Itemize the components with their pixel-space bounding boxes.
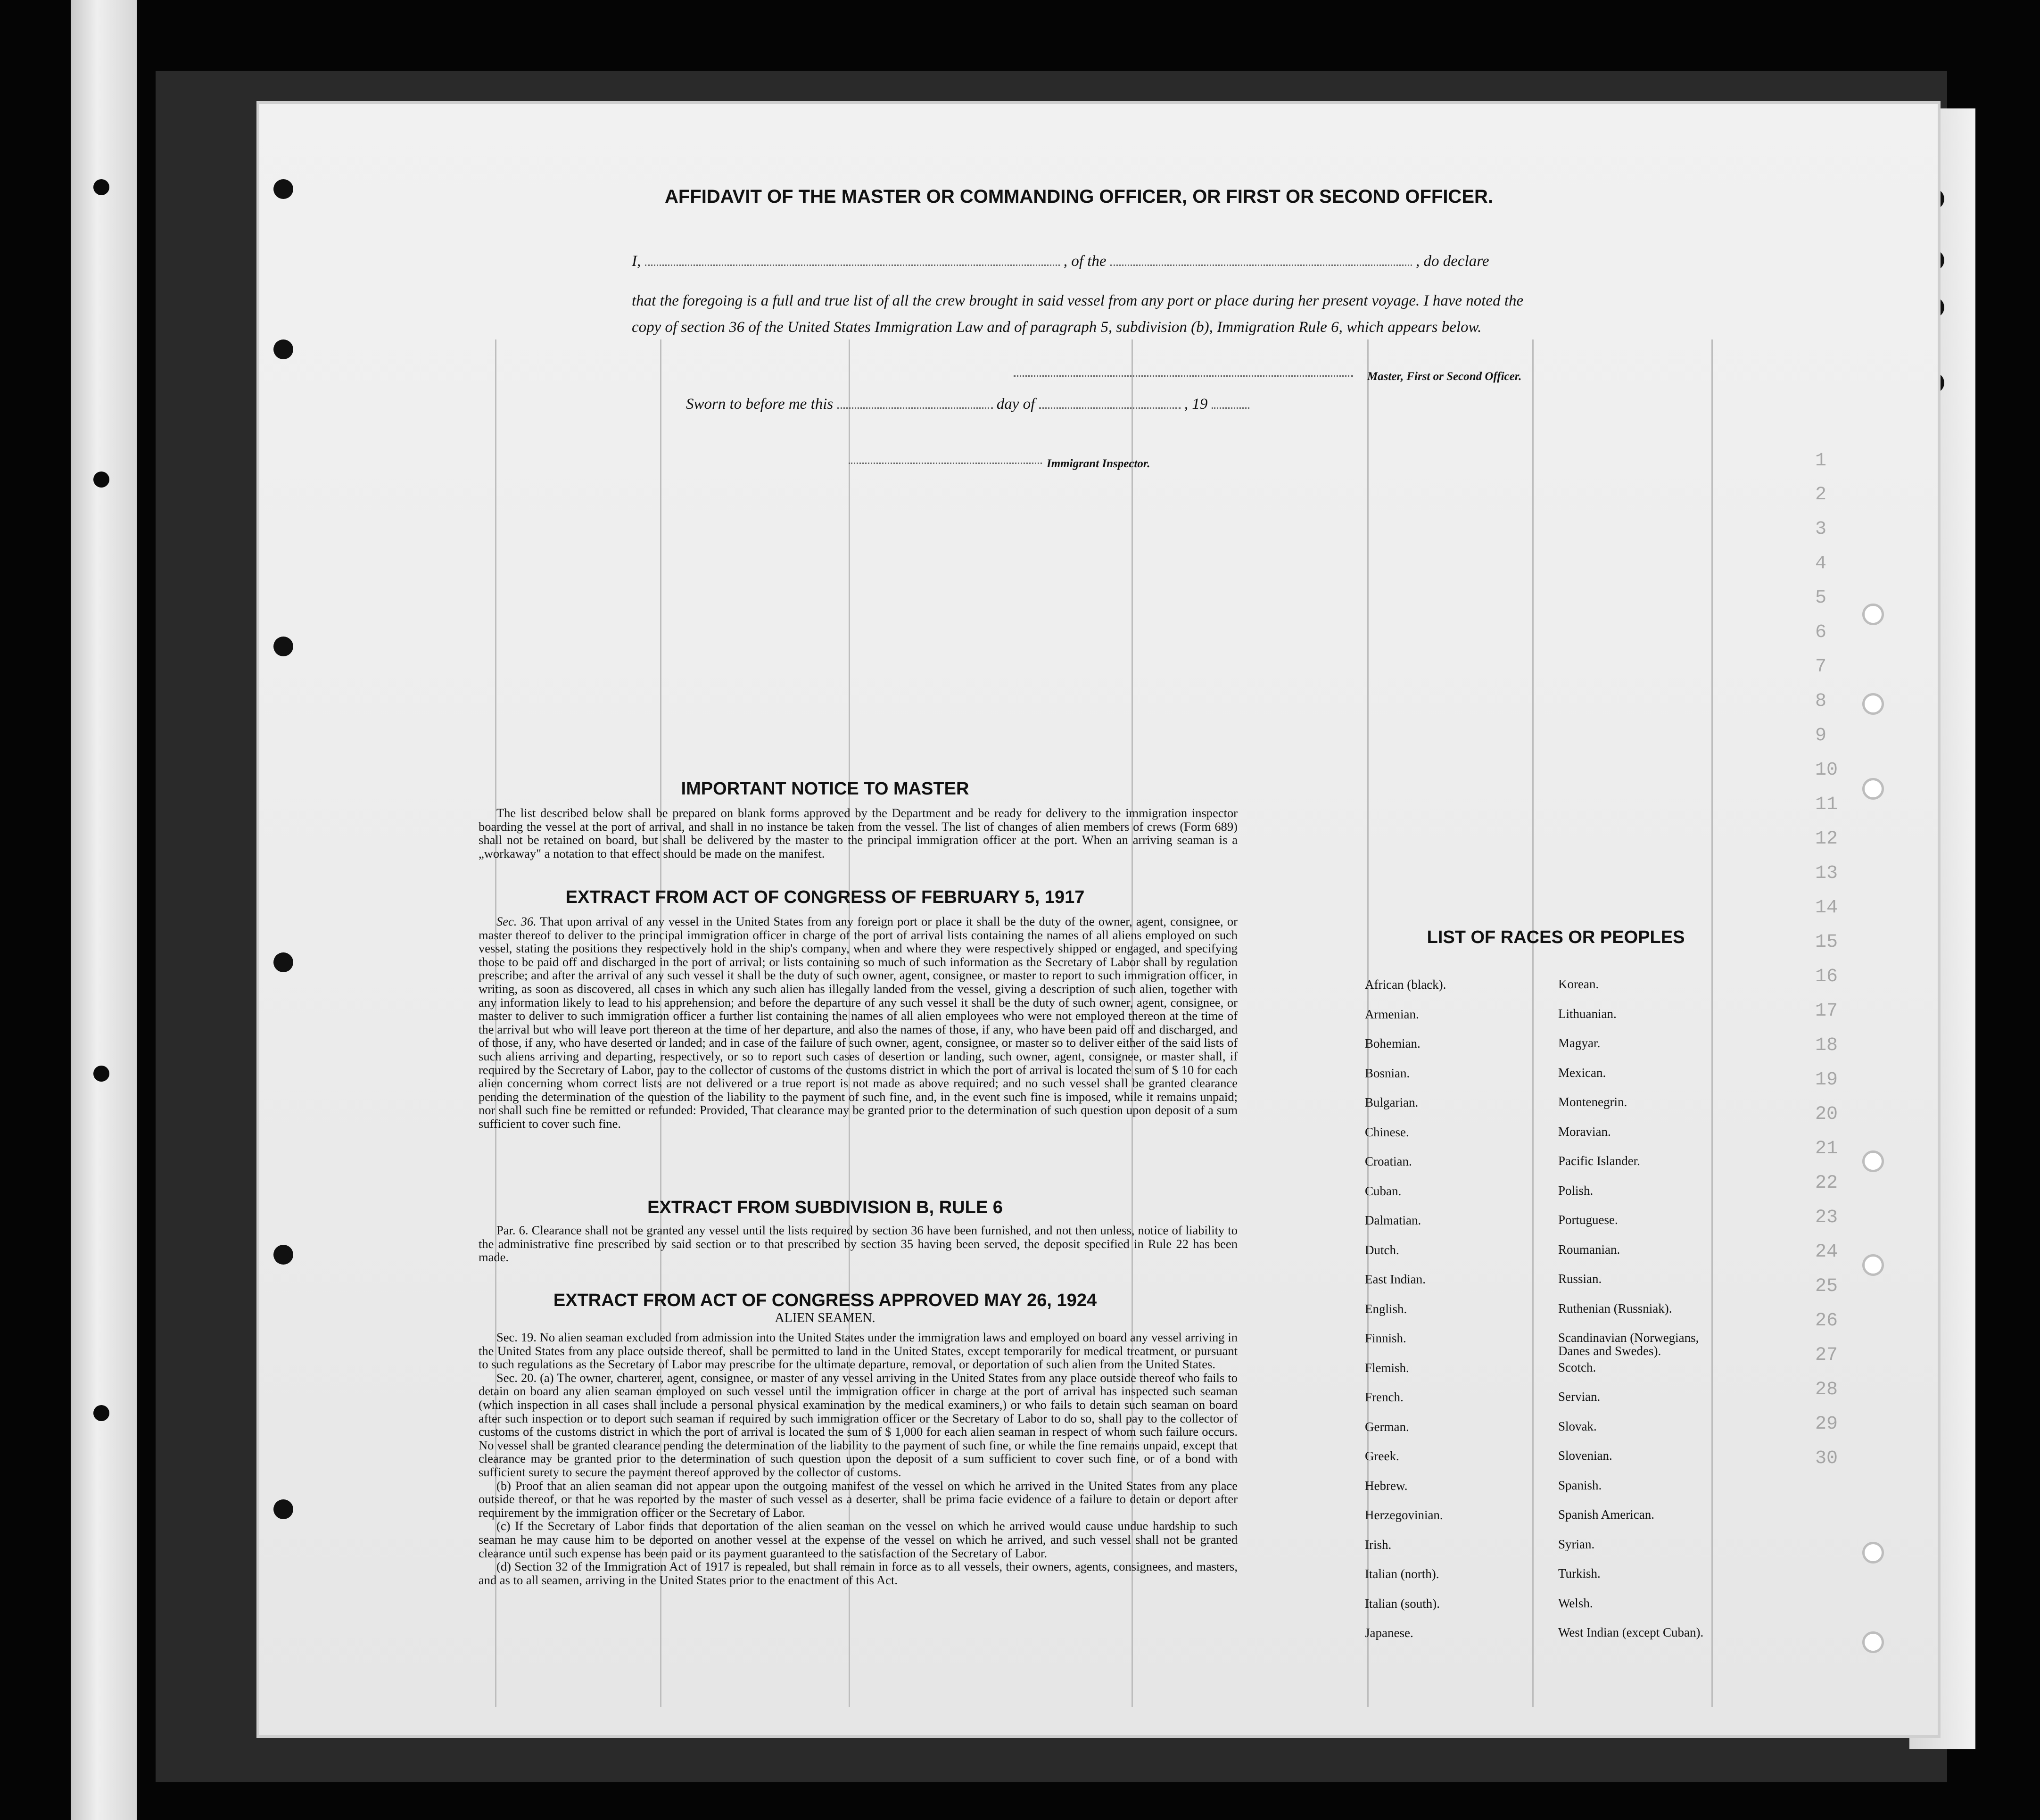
race-row: [1365, 1302, 1761, 1332]
race-item: Moravian.: [1558, 1124, 1611, 1139]
race-row: [1365, 1420, 1761, 1449]
race-item: Lithuanian.: [1558, 1006, 1617, 1021]
sworn-date-blank[interactable]: [837, 395, 993, 409]
race-item: Bohemian.: [1365, 1036, 1421, 1051]
sworn-year-label: , 19: [1184, 396, 1208, 413]
punch-hole: [273, 339, 293, 359]
binding-hole: [93, 179, 109, 195]
manifest-page: 1 2 3 4 5 6 7 8 9 10 11 12 13 14 15 16 17 18 19 20 21 22 23 24 25 26 27 28 29 30: [259, 104, 1938, 1735]
affidavit-declaration-line: [632, 252, 1551, 270]
punch-ring: [1862, 1150, 1884, 1172]
race-item: Irish.: [1365, 1537, 1392, 1552]
left-binding-strip: [71, 0, 137, 1820]
race-item: Turkish.: [1558, 1566, 1601, 1580]
race-row: [1365, 1095, 1761, 1125]
race-item: Armenian.: [1365, 1007, 1419, 1021]
race-row: [1365, 1036, 1761, 1066]
rule-6-text: Par. 6. Clearance shall not be granted any vessel until the lists required by section 36 have been furnished, and not then unless, notice of liability to the administrative fine prescribed by said section or to that prescribed by section 35 having been served, the deposit specified in Rule 22 has been made.: [479, 1223, 1238, 1265]
race-item: Bulgarian.: [1365, 1095, 1419, 1109]
race-item: Scandinavian (Norwegians, Danes and Swedes).: [1558, 1331, 1699, 1358]
affidavit-i-label: I,: [632, 253, 641, 270]
race-item: Ruthenian (Russniak).: [1558, 1301, 1672, 1315]
race-item: Japanese.: [1365, 1626, 1413, 1640]
inspector-label: Immigrant Inspector.: [1047, 457, 1150, 470]
race-item: Cuban.: [1365, 1183, 1402, 1198]
sworn-day-label: day of: [996, 396, 1035, 413]
race-item: Syrian.: [1558, 1537, 1595, 1551]
inspector-signature-line[interactable]: [849, 450, 1047, 466]
race-item: Chinese.: [1365, 1125, 1409, 1139]
race-item: Polish.: [1558, 1183, 1594, 1198]
race-row: [1365, 1626, 1761, 1655]
punch-hole: [273, 1245, 293, 1265]
race-row: [1365, 977, 1761, 1007]
affidavit-title: AFFIDAVIT OF THE MASTER OR COMMANDING OFFICER, OR FIRST OR SECOND OFFICER.: [665, 186, 1493, 207]
race-item: African (black).: [1365, 977, 1446, 992]
punch-ring: [1862, 1631, 1884, 1653]
race-row: [1365, 1125, 1761, 1155]
race-item: Slovenian.: [1558, 1448, 1612, 1463]
race-row: [1365, 1597, 1761, 1626]
affidavit-body: that the foregoing is a full and true list of all the crew brought in said vessel from any port or place during her present voyage. I have noted the copy of section 36 of the United States Immigration Law and of paragraph 5, subdivision (b), Immigration Rule 6, which appears below.: [632, 292, 1524, 336]
sworn-year-blank[interactable]: [1212, 395, 1249, 409]
punch-ring: [1862, 778, 1884, 800]
race-row: [1365, 1154, 1761, 1184]
race-item: East Indian.: [1365, 1272, 1426, 1286]
race-item: Flemish.: [1365, 1360, 1409, 1375]
race-item: West Indian (except Cuban).: [1558, 1625, 1704, 1639]
vessel-blank[interactable]: [1110, 252, 1412, 266]
races-title: LIST OF RACES OR PEOPLES: [1427, 927, 1685, 947]
sec-20b: (b) Proof that an alien seaman did not appear upon the outgoing manifest of the vessel on which he arrived in the United States from any place outside thereof, or that he was reported by the master of such vessel as a deserter, shall be prima facie evidence of a failure to detain or deport after requirement by the immigration officer or the Secretary of Labor.: [479, 1478, 1238, 1520]
binding-hole: [93, 1066, 109, 1082]
punch-ring: [1862, 604, 1884, 625]
race-item: Croatian.: [1365, 1154, 1412, 1168]
race-item: Greek.: [1365, 1449, 1399, 1463]
punch-ring: [1862, 1542, 1884, 1564]
race-item: Korean.: [1558, 977, 1599, 991]
punch-hole: [273, 637, 293, 656]
race-row: [1365, 1243, 1761, 1273]
punch-hole: [273, 179, 293, 199]
race-item: Montenegrin.: [1558, 1095, 1627, 1109]
race-item: Dalmatian.: [1365, 1213, 1421, 1227]
name-blank[interactable]: [645, 252, 1060, 266]
races-list: [1365, 977, 1761, 1655]
race-row: [1365, 1007, 1761, 1037]
rule-6-title: EXTRACT FROM SUBDIVISION B, RULE 6: [647, 1198, 1003, 1217]
race-item: Dutch.: [1365, 1242, 1399, 1257]
race-row: [1365, 1538, 1761, 1567]
master-signature-label: Master, First or Second Officer.: [1367, 370, 1522, 383]
sec-20d: (d) Section 32 of the Immigration Act of 1917 is repealed, but shall remain in force as to all vessels, their owners, agents, consignees, and masters, and as to all seamen, arriving in the United States prior to the enactment of this Act.: [479, 1559, 1238, 1587]
race-item: Hebrew.: [1365, 1478, 1408, 1493]
race-item: French.: [1365, 1390, 1404, 1404]
race-row: [1365, 1361, 1761, 1390]
extract-1924-text: [479, 1331, 1238, 1587]
affidavit-of-the-label: , of the: [1063, 253, 1107, 270]
race-item: Italian (south).: [1365, 1596, 1440, 1611]
race-row: [1365, 1331, 1761, 1361]
race-item: Roumanian.: [1558, 1242, 1620, 1257]
punch-ring: [1862, 693, 1884, 715]
sec-20c: (c) If the Secretary of Labor finds that deportation of the alien seaman on the vessel on which he arrived would cause undue hardship to such seaman he may cause him to be deported on another vessel at the expense of the vessel on which he arrived, and such vessel shall not be granted clearance until such expense has been paid or its payment guaranteed to the satisfaction of the Secretary of Labor.: [479, 1519, 1238, 1560]
race-item: Bosnian.: [1365, 1066, 1410, 1080]
binding-hole: [93, 1405, 109, 1421]
race-item: Pacific Islander.: [1558, 1154, 1640, 1168]
race-item: Russian.: [1558, 1272, 1602, 1286]
race-item: Slovak.: [1558, 1419, 1597, 1433]
sworn-month-blank[interactable]: [1039, 395, 1181, 409]
race-item: Italian (north).: [1365, 1567, 1439, 1581]
sworn-line: [686, 395, 1299, 413]
binding-hole: [93, 472, 109, 488]
affidavit-do-declare-label: , do declare: [1415, 253, 1489, 270]
sec-20a: Sec. 20. (a) The owner, charterer, agent, consignee, or master of any vessel arriving in the United States from any place outside thereof who fails to detain on board any alien seaman employed on such vessel until the immigration officer in charge at the port of arrival has inspected such seaman (which inspection in all cases shall include a personal physical examination by the medical examiners,) or who fails to detain such seaman on board after such inspection or to deport such seaman if required by such immigration officer or the Secretary of Labor to do so, shall pay to the collector of customs of the customs district in which the port of arrival is located the sum of $ 1,000 for each alien seaman in respect of whom such failure occurs. No vessel shall be granted clearance pending the determination of the liability to the payment of such fine, or while the fine remains unpaid, except that clearance may be granted prior to the determination of such question upon the deposit of a sum sufficient to cover such fine, or of a bond with sufficient surety to secure the payment thereof approved by the collector of customs.: [479, 1370, 1238, 1479]
race-item: Scotch.: [1558, 1360, 1596, 1374]
master-signature-line[interactable]: [1014, 363, 1358, 379]
race-row: [1365, 1567, 1761, 1597]
race-row: [1365, 1390, 1761, 1420]
race-item: Finnish.: [1365, 1331, 1406, 1345]
race-item: Mexican.: [1558, 1065, 1606, 1080]
notice-text: The list described below shall be prepared on blank forms approved by the Department and be ready for delivery to the immigration inspector boarding the vessel at the port of arrival, and shall in no instance be taken from the vessel. The list of changes of alien members of crews (Form 689) shall not be retained on board, but shall be delivered by the master to the principal immigration officer at the port. When an arriving seaman is a „workaway" a notation to that effect should be made on the manifest.: [479, 806, 1238, 860]
race-item: English.: [1365, 1301, 1407, 1316]
race-row: [1365, 1213, 1761, 1243]
race-row: [1365, 1508, 1761, 1538]
race-item: Spanish American.: [1558, 1507, 1654, 1522]
race-item: Magyar.: [1558, 1036, 1601, 1050]
race-item: Portuguese.: [1558, 1213, 1618, 1227]
extract-1924-subtitle: ALIEN SEAMEN.: [775, 1311, 875, 1325]
race-row: [1365, 1184, 1761, 1214]
extract-1917-text: Sec. 36. That upon arrival of any vessel in the United States from any foreign port or place it shall be the duty of the owner, agent, consignee, or master thereof to deliver to the principal immigration officer in charge of the port of arrival lists containing the names of all aliens employed on such vessel, stating the positions they respectively hold in the ship's company, when and where they were respectively shipped or engaged, and specifying those to be paid off and discharged in the port of arrival; or lists containing so much of such information as the Secretary of Labor shall by regulation prescribe; and after the arrival of any such vessel it shall be the duty of such owner, agent, consignee, or master to report to such immigration officer, in writing, as soon as discovered, all cases in which any such alien has illegally landed from the vessel, giving a description of such alien, together with any information likely to lead to his apprehension; and before the departure of any such vessel it shall be the duty of such owner, agent, consignee, or master to deliver to such immigration officer a further list containing the names of all alien employees who were not employed thereon at the time of the arrival but who will leave port thereon at the time of her departure, and also the names of those, if any, who have been paid off and discharged, and of those, if any, who have deserted or landed; and in case of the failure of such owner, agent, consignee, or master so to deliver either of the said lists of such aliens arriving and departing, respectively, or so to report such cases of desertion or landing, such owner, agent, consignee, or master shall, if required by the Secretary of Labor, pay to the collector of customs of the customs district in which the port of arrival is located the sum of $ 10 for each alien concerning whom correct lists are not delivered or a true report is not made as above required; and no such vessel shall be granted clearance pending the determination of the question of the liability to the payment of such fine, and, in the event such fine is imposed, while it remains unpaid; nor shall such fine be remitted or refunded: Provided, That clearance may be granted prior to the determination of such question upon deposit of a sum sufficient to cover such fine.: [479, 914, 1238, 1131]
extract-1924-title: EXTRACT FROM ACT OF CONGRESS APPROVED MAY 26, 1924: [553, 1291, 1097, 1310]
race-item: Spanish.: [1558, 1478, 1602, 1492]
race-row: [1365, 1479, 1761, 1508]
notice-title: IMPORTANT NOTICE TO MASTER: [681, 779, 969, 799]
race-row: [1365, 1272, 1761, 1302]
punch-hole: [273, 952, 293, 972]
punch-hole: [273, 1499, 293, 1519]
extract-1917-title: EXTRACT FROM ACT OF CONGRESS OF FEBRUARY 5, 1917: [565, 887, 1085, 907]
race-item: Herzegovinian.: [1365, 1508, 1443, 1522]
sec-19: Sec. 19. No alien seaman excluded from admission into the United States under the immigration laws and employed on board any vessel arriving in the United States from any place outside thereof, shall be permitted to land in the United States, except temporarily for medical treatment, or pursuant to such regulations as the Secretary of Labor may prescribe for the ultimate departure, removal, or deportation of such alien from the United States.: [479, 1330, 1238, 1372]
race-row: [1365, 1066, 1761, 1096]
race-item: Welsh.: [1558, 1596, 1593, 1610]
race-row: [1365, 1449, 1761, 1479]
race-item: German.: [1365, 1419, 1409, 1434]
race-item: Servian.: [1558, 1390, 1601, 1404]
punch-ring: [1862, 1254, 1884, 1276]
sworn-prefix: Sworn to before me this: [686, 396, 834, 413]
